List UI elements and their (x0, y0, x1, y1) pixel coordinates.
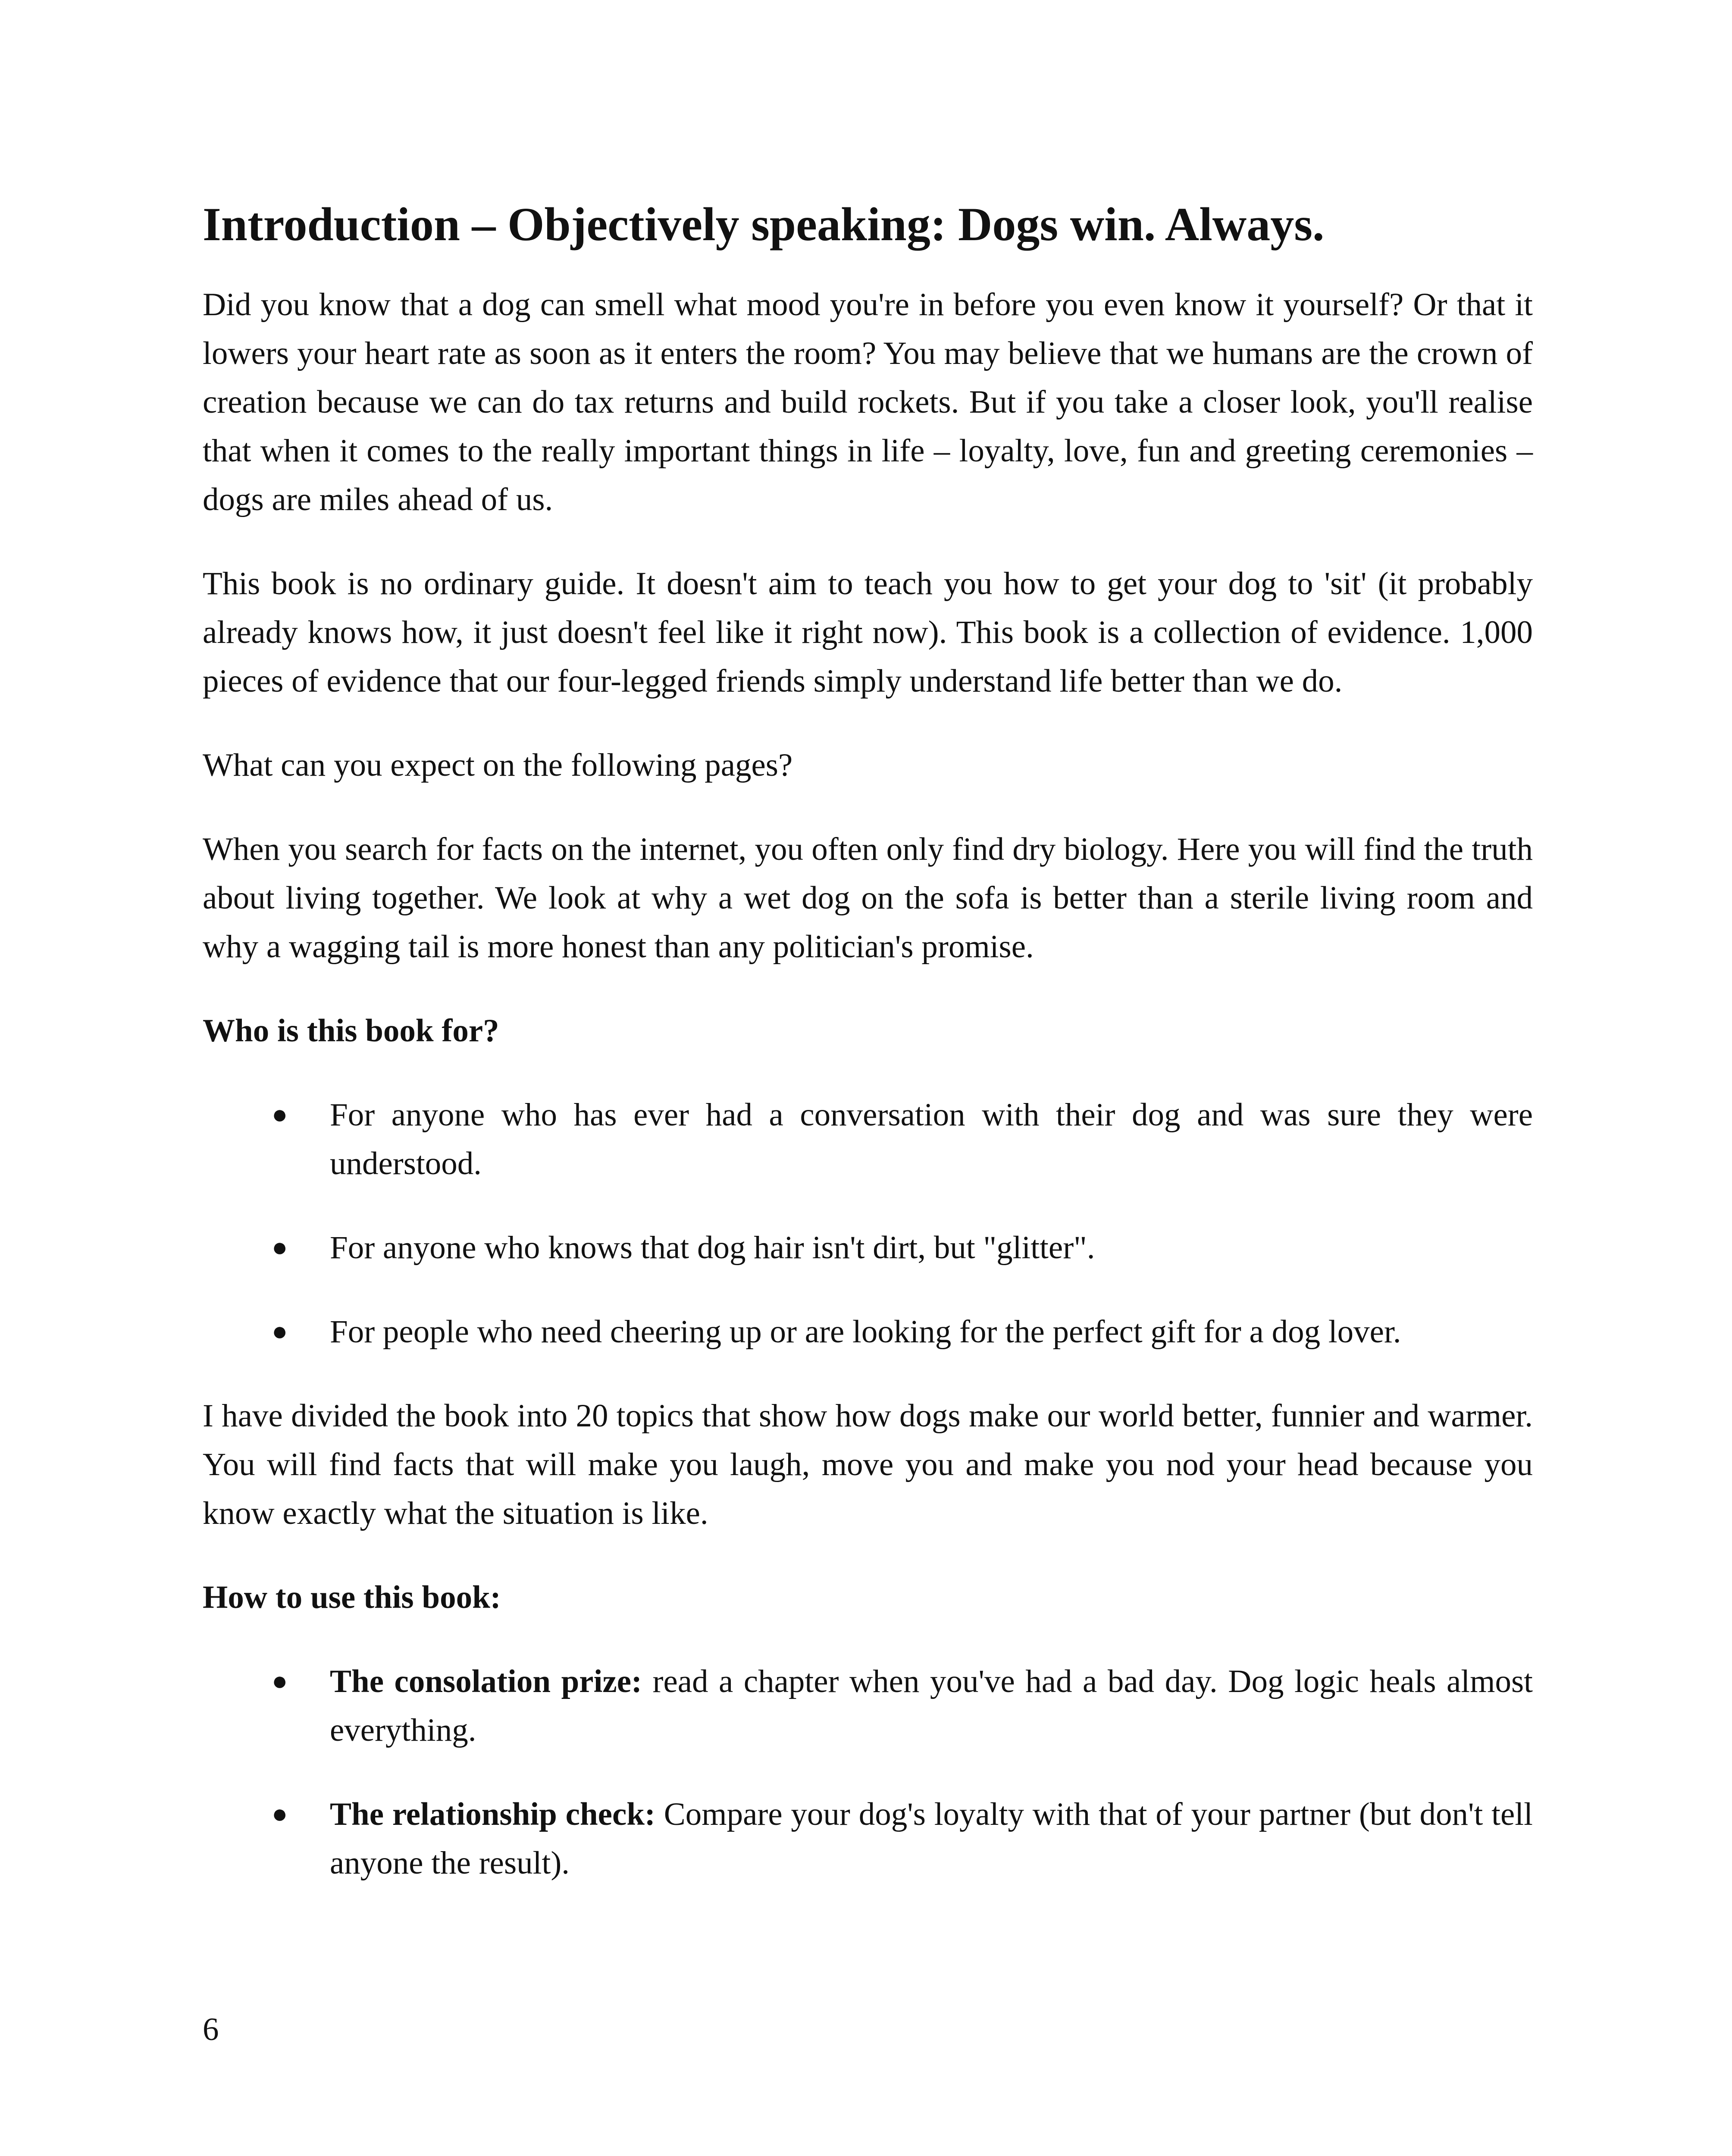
bullet-icon: ● (272, 1100, 288, 1129)
usage-list-item (203, 1657, 1533, 1755)
intro-paragraph-2: This book is no ordinary guide. It doesn't aim to teach you how to get your dog to 'sit' (it probably already knows how, it just doesn't feel like it right now). This book is a collection of evidence. 1,000 pieces of evidence that our four-legged friends simply understand life better than we do. (203, 566, 1533, 699)
body-text (203, 280, 1533, 1923)
bullet-icon: ● (272, 1799, 288, 1829)
audience-list-item (203, 1223, 1533, 1272)
document-page (203, 0, 1533, 2156)
intro-paragraph-4: When you search for facts on the internet, you often only find dry biology. Here you will find the truth about living together. We look at why a wet dog on the sofa is better than a sterile living room and why a wagging tail is more honest than any politician's promise. (203, 831, 1533, 965)
usage-list (203, 1657, 1533, 1887)
audience-list (203, 1091, 1533, 1356)
usage-item-text: read a chapter when you've had a bad day. Dog logic heals almost everything. (330, 1664, 1533, 1748)
usage-heading: How to use this book: (203, 1579, 501, 1615)
chapter-title: Introduction – Objectively speaking: Dogs win. Always. (203, 198, 1325, 251)
bullet-icon: ● (272, 1667, 288, 1696)
audience-heading: Who is this book for? (203, 1013, 499, 1049)
audience-list-item (203, 1307, 1533, 1356)
audience-list-item (203, 1091, 1533, 1188)
intro-paragraph-1: Did you know that a dog can smell what mood you're in before you even know it yourself? Or that it lowers your heart rate as soon as it enters the room? You may believe that we humans are the crown of creation because we can do tax returns and build rockets. But if you take a closer look, you'll realise that when it comes to the really important things in life – loyalty, love, fun and greeting ceremonies – dogs are miles ahead of us. (203, 287, 1533, 517)
bullet-icon: ● (272, 1317, 288, 1346)
usage-list-item (203, 1790, 1533, 1887)
audience-item-text: For people who need cheering up or are looking for the perfect gift for a dog lover. (330, 1314, 1401, 1350)
usage-item-label: The relationship check: (330, 1796, 655, 1832)
intro-paragraph-3: What can you expect on the following pages? (203, 747, 793, 783)
audience-item-text: For anyone who knows that dog hair isn't dirt, but "glitter". (330, 1230, 1095, 1266)
usage-item-text: Compare your dog's loyalty with that of your partner (but don't tell anyone the result). (330, 1796, 1533, 1881)
bullet-icon: ● (272, 1233, 288, 1262)
usage-item-label: The consolation prize: (330, 1664, 642, 1699)
page-number: 6 (203, 2012, 219, 2047)
intro-paragraph-5: I have divided the book into 20 topics that show how dogs make our world better, funnier and warmer. You will find facts that will make you laugh, move you and make you nod your head because you know exactly what the situation is like. (203, 1398, 1533, 1531)
audience-item-text: For anyone who has ever had a conversation with their dog and was sure they were understood. (330, 1097, 1533, 1181)
